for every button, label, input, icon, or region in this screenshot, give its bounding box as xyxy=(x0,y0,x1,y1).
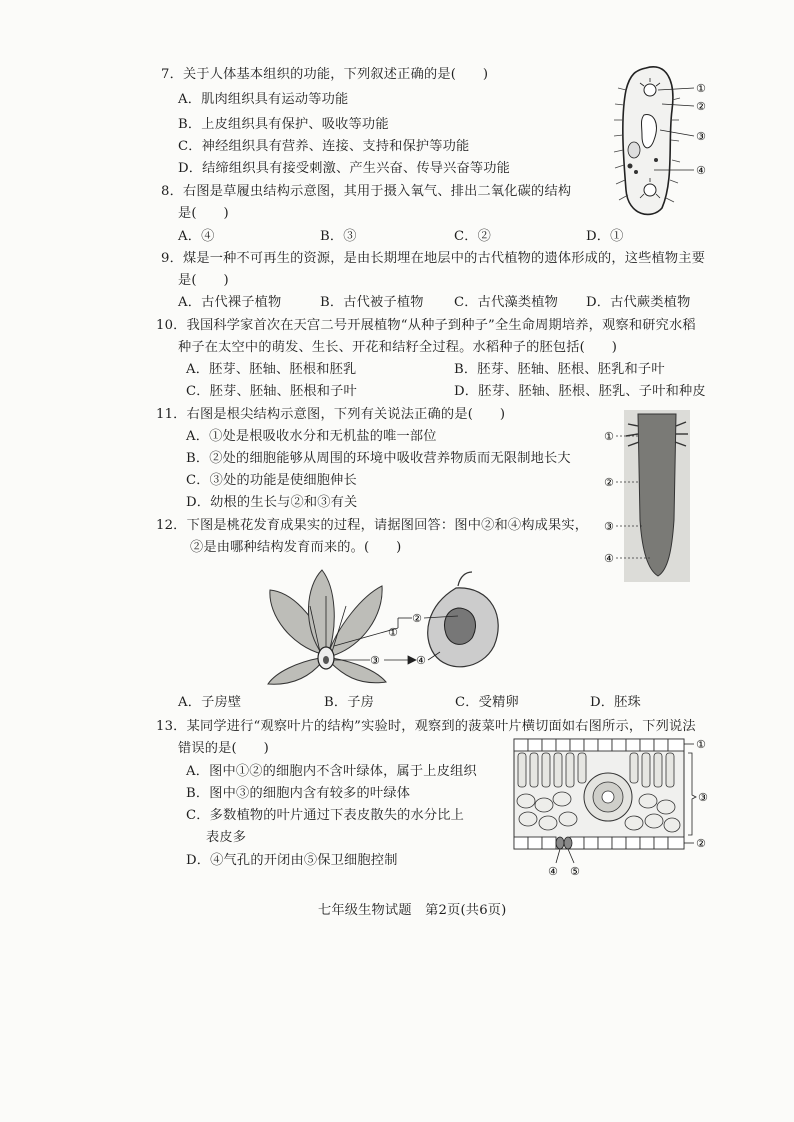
q10-option-a[interactable]: A．胚芽、胚轴、胚根和胚乳 xyxy=(186,362,357,377)
q8-option-a[interactable]: A．④ xyxy=(178,229,215,244)
q8-option-c[interactable]: C．② xyxy=(454,229,492,244)
root-label-3: ③ xyxy=(604,520,614,533)
q9-stem-cont: 是( ) xyxy=(178,273,229,288)
leaf-label-2: ② xyxy=(696,837,706,850)
leaf-section-figure xyxy=(508,735,714,880)
leaf-label-3: ③ xyxy=(698,791,708,804)
q11-option-c[interactable]: C．③处的功能是使细胞伸长 xyxy=(186,473,357,488)
q13-option-c-cont: 表皮多 xyxy=(206,830,247,845)
q12-option-d[interactable]: D．胚珠 xyxy=(590,695,641,710)
q10-stem: 10．我国科学家首次在天宫二号开展植物“从种子到种子”全生命周期培养，观察和研究水稻 xyxy=(156,318,696,333)
q10-option-c[interactable]: C．胚芽、胚轴、胚根和子叶 xyxy=(186,384,357,399)
q8-option-d[interactable]: D．① xyxy=(586,229,624,244)
q12-stem-cont: ②是由哪种结构发育而来的。( ) xyxy=(190,540,402,555)
q11-option-a[interactable]: A．①处是根吸收水分和无机盐的唯一部位 xyxy=(186,429,437,444)
q7-option-b[interactable]: B．上皮组织具有保护、吸收等功能 xyxy=(178,117,389,132)
root-label-4: ④ xyxy=(604,552,614,565)
page-footer: 七年级生物试题 第2页(共6页) xyxy=(318,903,507,918)
root-tip-figure xyxy=(604,410,694,585)
flower-label-4: ④ xyxy=(416,654,426,667)
q13-stem: 13．某同学进行“观察叶片的结构”实验时，观察到的菠菜叶片横切面如右图所示，下列说法 xyxy=(156,719,696,734)
q7-stem: 7．关于人体基本组织的功能，下列叙述正确的是( ) xyxy=(161,67,489,82)
label-3: ③ xyxy=(696,130,706,143)
q13-option-d[interactable]: D．④气孔的开闭由⑤保卫细胞控制 xyxy=(186,853,398,868)
q11-option-b[interactable]: B．②处的细胞能够从周围的环境中吸收营养物质而无限制地长大 xyxy=(186,451,571,466)
label-1: ① xyxy=(696,82,706,95)
flower-fruit-figure xyxy=(262,566,538,688)
paramecium-figure xyxy=(606,60,716,220)
label-2: ② xyxy=(696,100,706,113)
flower-label-1: ① xyxy=(388,626,398,639)
q12-option-b[interactable]: B．子房 xyxy=(324,695,375,710)
leaf-label-5: ⑤ xyxy=(570,865,580,878)
q7-option-a[interactable]: A．肌肉组织具有运动等功能 xyxy=(178,92,349,107)
root-label-1: ① xyxy=(604,430,614,443)
q7-option-c[interactable]: C．神经组织具有营养、连接、支持和保护等功能 xyxy=(178,139,470,154)
q12-option-c[interactable]: C．受精卵 xyxy=(455,695,519,710)
q9-option-c[interactable]: C．古代藻类植物 xyxy=(454,295,559,310)
q10-option-b[interactable]: B．胚芽、胚轴、胚根、胚乳和子叶 xyxy=(454,362,665,377)
label-4: ④ xyxy=(696,164,706,177)
q9-option-a[interactable]: A．古代裸子植物 xyxy=(178,295,282,310)
q8-option-b[interactable]: B．③ xyxy=(320,229,357,244)
q9-option-b[interactable]: B．古代被子植物 xyxy=(320,295,424,310)
q11-option-d[interactable]: D．幼根的生长与②和③有关 xyxy=(186,495,358,510)
leaf-label-4: ④ xyxy=(548,865,558,878)
q8-stem: 8．右图是草履虫结构示意图，其用于摄入氧气、排出二氧化碳的结构 xyxy=(161,184,572,199)
leaf-label-1: ① xyxy=(696,738,706,751)
q10-stem-cont: 种子在太空中的萌发、生长、开花和结籽全过程。水稻种子的胚包括( ) xyxy=(178,340,618,355)
root-label-2: ② xyxy=(604,476,614,489)
q13-option-b[interactable]: B．图中③的细胞内含有较多的叶绿体 xyxy=(186,786,411,801)
q13-stem-cont: 错误的是( ) xyxy=(178,741,270,756)
q9-option-d[interactable]: D．古代蕨类植物 xyxy=(586,295,691,310)
q11-stem: 11．右图是根尖结构示意图，下列有关说法正确的是( ) xyxy=(156,407,506,422)
flower-label-2: ② xyxy=(412,612,422,625)
q10-option-d[interactable]: D．胚芽、胚轴、胚根、胚乳、子叶和种皮 xyxy=(454,384,706,399)
q7-option-d[interactable]: D．结缔组织具有接受刺激、产生兴奋、传导兴奋等功能 xyxy=(178,161,511,176)
q8-stem-cont: 是( ) xyxy=(178,206,229,221)
q13-option-c[interactable]: C．多数植物的叶片通过下表皮散失的水分比上 xyxy=(186,808,465,823)
flower-label-3: ③ xyxy=(370,654,380,667)
q9-stem: 9．煤是一种不可再生的资源，是由长期埋在地层中的古代植物的遗体形成的，这些植物主要 xyxy=(161,251,706,266)
q12-option-a[interactable]: A．子房壁 xyxy=(178,695,242,710)
q13-option-a[interactable]: A．图中①②的细胞内不含叶绿体，属于上皮组织 xyxy=(186,764,477,779)
q12-stem: 12．下图是桃花发育成果实的过程，请据图回答：图中②和④构成果实， xyxy=(156,518,589,533)
